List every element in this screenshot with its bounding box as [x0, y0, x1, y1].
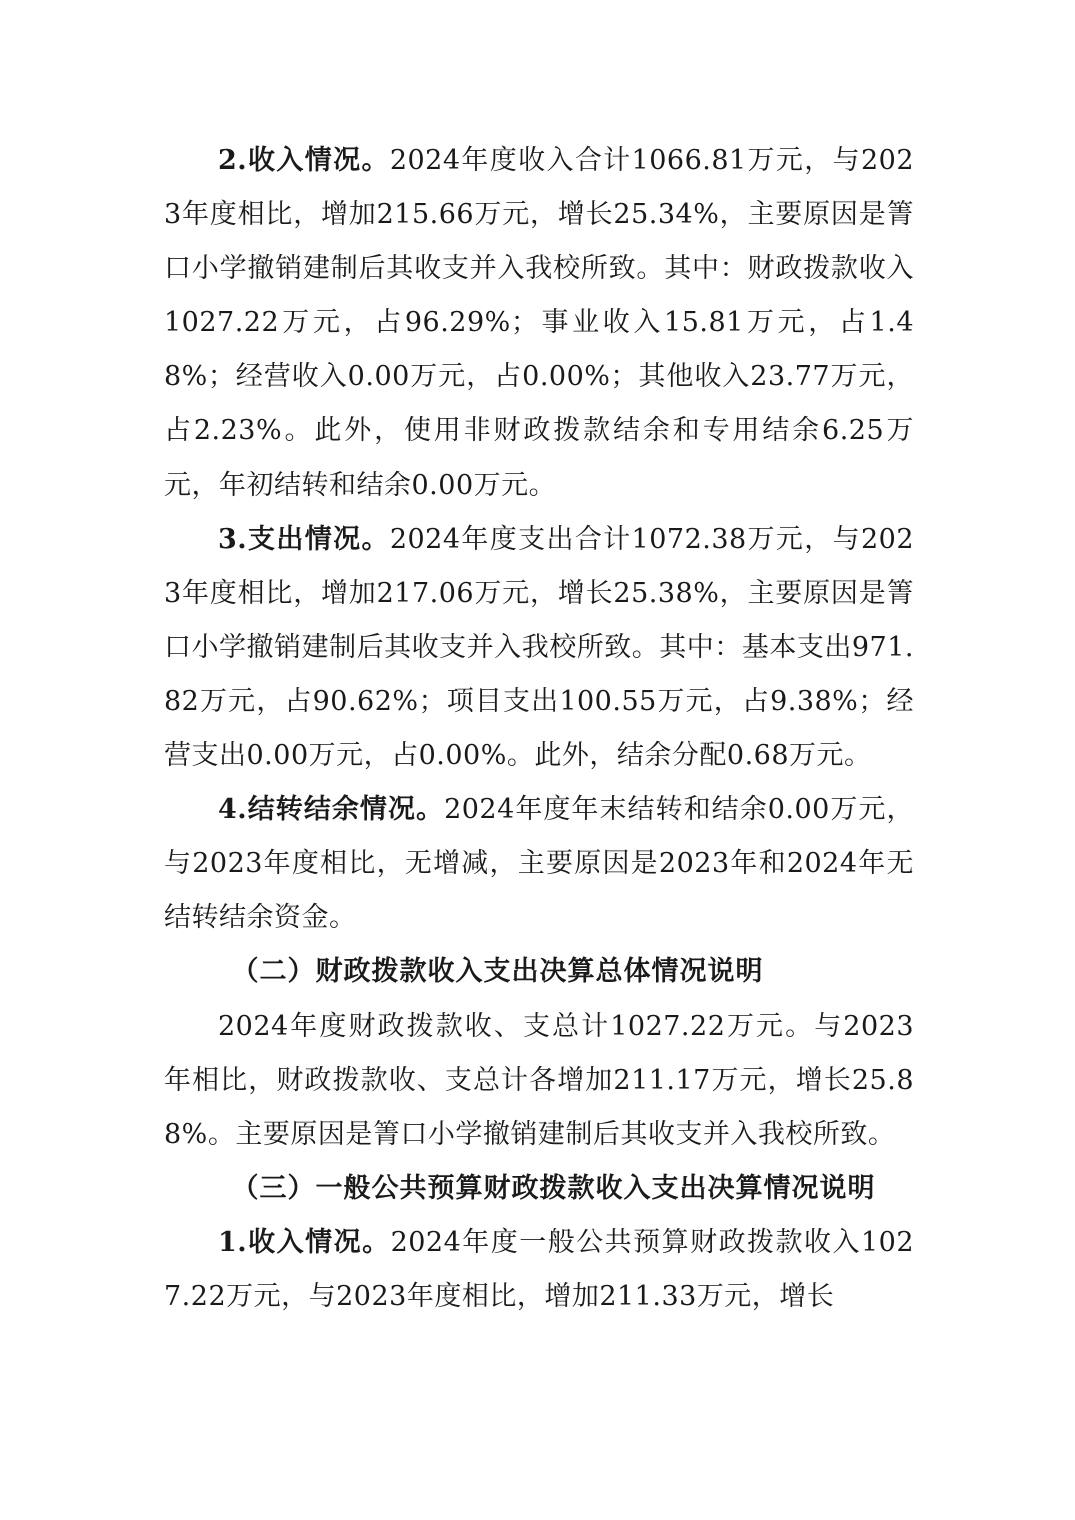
paragraph-fiscal-overall: [164, 1000, 914, 1162]
paragraph-general-budget-income: [164, 1216, 914, 1324]
paragraph-expenditure: [164, 513, 914, 783]
paragraph-heading: 1.收入情况。: [218, 1226, 391, 1258]
paragraph-heading: 4.结转结余情况。: [218, 794, 445, 826]
section-title-general-budget: （三）一般公共预算财政拨款收入支出决算情况说明: [231, 1172, 876, 1204]
paragraph-text: 2024年度收入合计1066.81万元，与2023年度相比，增加215.66万元，增长25.34%，主要原因是箐口小学撤销建制后其收支并入我校所致。其中：财政拨款收入1027.22万元，占96.29%；事业收入15.81万元，占1.48%；经营收入0.00万元，占0.00%；其他收入23.77万元，占2.23%。此外，使用非财政拨款结余和专用结余6.25万元，年初结转和结余0.00万元。: [164, 145, 914, 501]
paragraph-text: 2024年度年末结转和结余0.00万元，与2023年度相比，无增减，主要原因是2023年和2024年无结转结余资金。: [164, 794, 914, 934]
paragraph-heading: 3.支出情况。: [218, 523, 390, 555]
document-body: [164, 134, 914, 1324]
paragraph-text: 2024年度支出合计1072.38万元，与2023年度相比，增加217.06万元，增长25.38%，主要原因是箐口小学撤销建制后其收支并入我校所致。其中：基本支出971.82万元，占90.62%；项目支出100.55万元，占9.38%；经营支出0.00万元，占0.00%。此外，结余分配0.68万元。: [164, 523, 914, 772]
paragraph-text: 2024年度一般公共预算财政拨款收入1027.22万元，与2023年度相比，增加211.33万元，增长: [164, 1226, 914, 1312]
paragraph-heading: 2.收入情况。: [218, 145, 390, 176]
paragraph-income: [164, 134, 914, 513]
section-title-fiscal-overall: （二）财政拨款收入支出决算总体情况说明: [231, 956, 764, 988]
paragraph-carryover: [164, 783, 914, 945]
paragraph-text: 2024年度财政拨款收、支总计1027.22万元。与2023年相比，财政拨款收、支总计各增加211.17万元，增长25.88%。主要原因是箐口小学撤销建制后其收支并入我校所致。: [164, 1010, 914, 1150]
